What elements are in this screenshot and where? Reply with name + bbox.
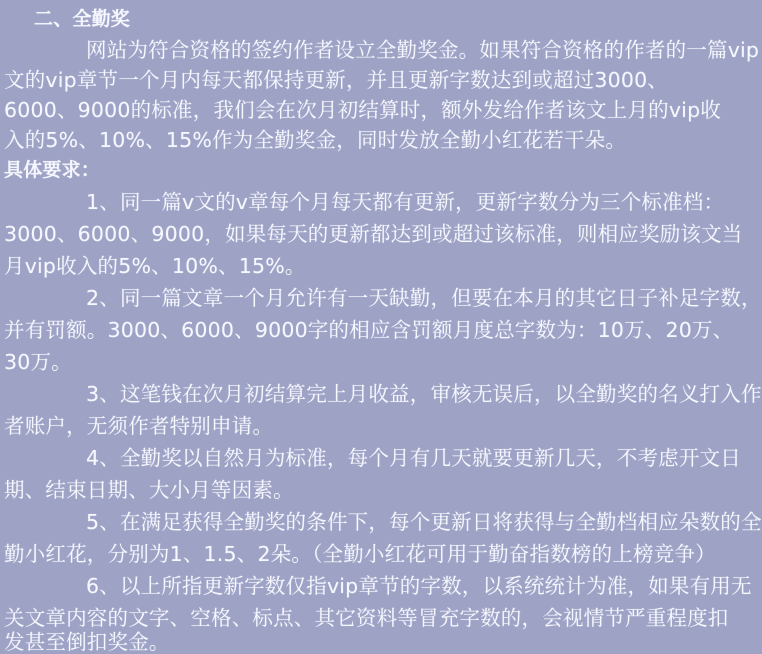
item-line-6: 30万。 — [4, 350, 72, 374]
item-line-7: 3、这笔钱在次月初结算完上月收益，审核无误后，以全勤奖的名义打入作 — [86, 382, 762, 406]
item-line-5: 并有罚额。3000、6000、9000字的相应含罚额月度总字数为：10万、20万、 — [4, 318, 734, 342]
item-line-10: 期、结束日期、大小月等因素。 — [4, 478, 294, 502]
intro-line-1: 网站为符合资格的签约作者设立全勤奖金。如果符合资格的作者的一篇vip — [86, 38, 760, 62]
item-line-4: 2、同一篇文章一个月允许有一天缺勤，但要在本月的其它日子补足字数， — [86, 286, 762, 310]
section-title: 二、全勤奖 — [34, 8, 131, 30]
requirements-heading: 具体要求： — [4, 159, 101, 181]
item-line-1: 1、同一篇v文的v章每个月每天都有更新，更新字数分为三个标准档： — [86, 190, 725, 214]
item-line-11: 5、在满足获得全勤奖的条件下，每个更新日将获得与全勤档相应朵数的全 — [86, 510, 762, 534]
intro-line-4: 入的5%、10%、15%作为全勤奖金，同时发放全勤小红花若干朵。 — [4, 128, 627, 152]
item-line-3: 月vip收入的5%、10%、15%。 — [4, 254, 306, 278]
item-line-14: 关文章内容的文字、空格、标点、其它资料等冒充字数的，会视情节严重程度扣 — [4, 606, 729, 630]
item-line-15: 发甚至倒扣奖金。 — [4, 630, 170, 654]
item-line-12: 勤小红花，分别为1、1.5、2朵。（全勤小红花可用于勤奋指数榜的上榜竞争） — [4, 542, 716, 566]
intro-line-2: 文的vip章节一个月内每天都保持更新，并且更新字数达到或超过3000、 — [4, 68, 669, 92]
intro-line-3: 6000、9000的标准，我们会在次月初结算时，额外发给作者该文上月的vip收 — [4, 98, 721, 122]
item-line-9: 4、全勤奖以自然月为标准，每个月有几天就要更新几天，不考虑开文日 — [86, 446, 741, 470]
item-line-8: 者账户，无须作者特别申请。 — [4, 414, 274, 438]
item-line-13: 6、以上所指更新字数仅指vip章节的字数，以系统统计为准，如果有用无 — [86, 574, 752, 598]
item-line-2: 3000、6000、9000，如果每天的更新都达到或超过该标准，则相应奖励该文当 — [4, 222, 743, 246]
